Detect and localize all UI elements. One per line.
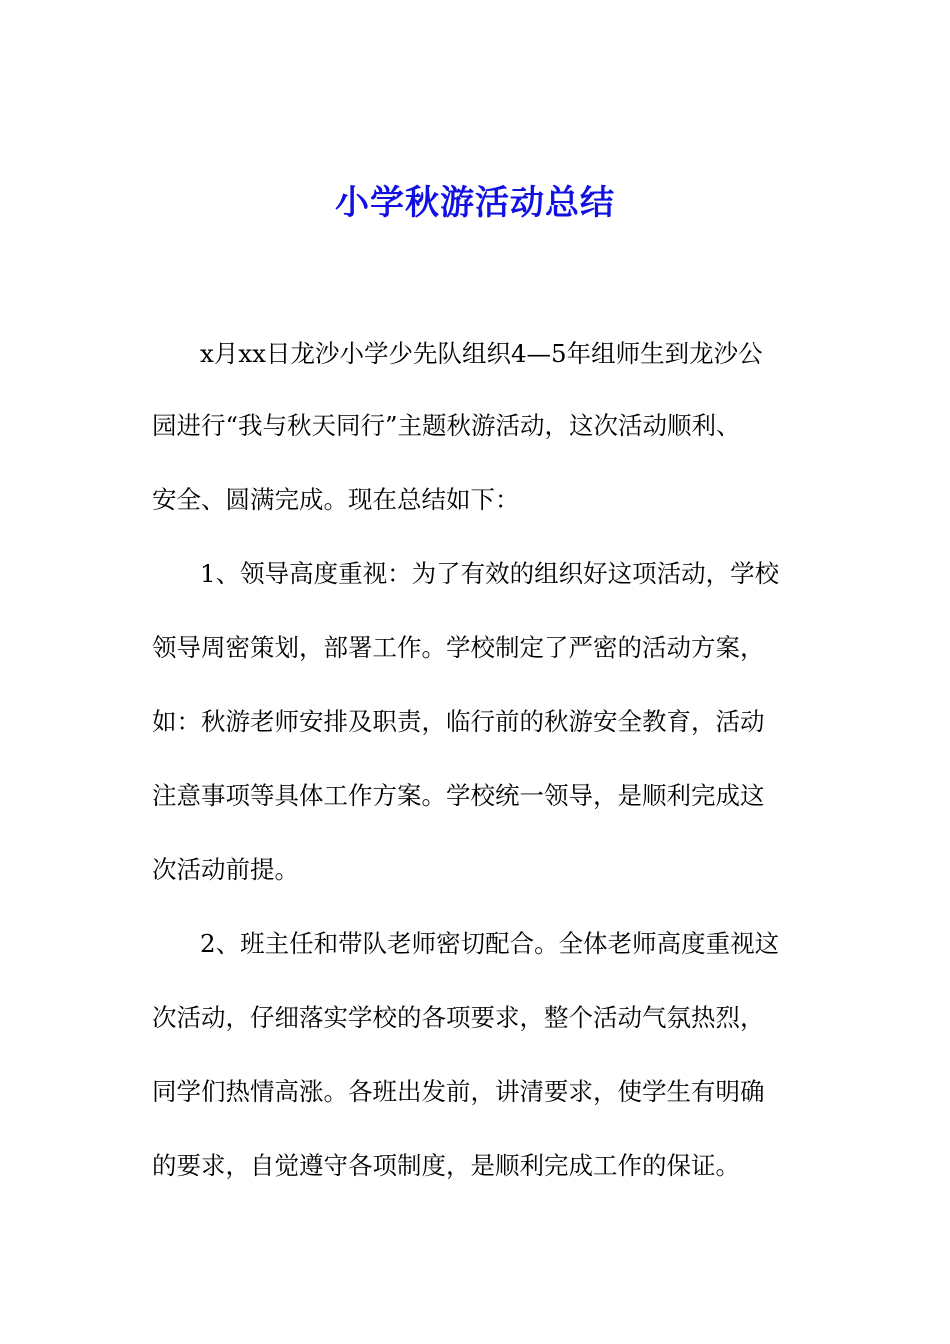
paragraph-line: 2、班主任和带队老师密切配合。全体老师高度重视这 xyxy=(200,929,780,958)
paragraph-line: 1、领导高度重视：为了有效的组织好这项活动，学校 xyxy=(200,559,780,588)
paragraph-line: 安全、圆满完成。现在总结如下： xyxy=(152,485,520,514)
paragraph-line: 注意事项等具体工作方案。学校统一领导，是顺利完成这 xyxy=(152,781,765,810)
paragraph-line: 同学们热情高涨。各班出发前，讲清要求，使学生有明确 xyxy=(152,1077,765,1106)
paragraph-line: 次活动，仔细落实学校的各项要求，整个活动气氛热烈， xyxy=(152,1003,765,1032)
paragraph-line: x月xx日龙沙小学少先队组织4—5年组师生到龙沙公 xyxy=(200,339,763,368)
paragraph-line: 园进行“我与秋天同行”主题秋游活动，这次活动顺利、 xyxy=(152,411,741,440)
paragraph-line: 领导周密策划，部署工作。学校制定了严密的活动方案， xyxy=(152,633,765,662)
document-title: 小学秋游活动总结 xyxy=(335,183,615,223)
paragraph-line: 如：秋游老师安排及职责，临行前的秋游安全教育，活动 xyxy=(152,707,765,736)
paragraph-line: 次活动前提。 xyxy=(152,855,299,884)
paragraph-line: 的要求，自觉遵守各项制度，是顺利完成工作的保证。 xyxy=(152,1151,740,1180)
